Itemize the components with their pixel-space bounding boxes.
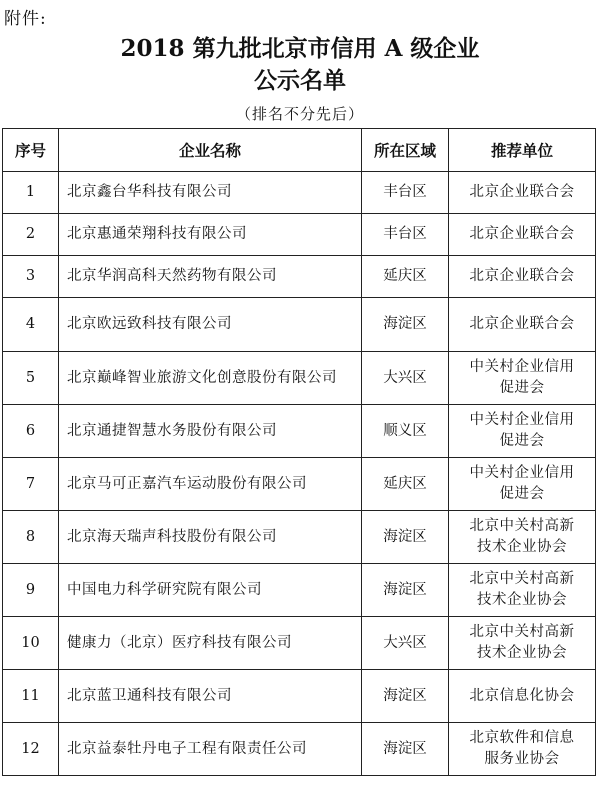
cell-company-name: 北京海天瑞声科技股份有限公司 — [59, 511, 362, 564]
cell-area: 海淀区 — [362, 723, 449, 776]
cell-no: 6 — [3, 405, 59, 458]
recommender-line: 技术企业协会 — [477, 645, 567, 661]
table-header-row — [3, 129, 596, 172]
attachment-label: 附件: — [4, 9, 47, 29]
cell-area: 大兴区 — [362, 617, 449, 670]
cell-no: 5 — [3, 352, 59, 405]
cell-area: 海淀区 — [362, 298, 449, 352]
cell-recommender — [449, 298, 596, 352]
table-row — [3, 458, 596, 511]
cell-company-name: 北京通捷智慧水务股份有限公司 — [59, 405, 362, 458]
recommender-line: 中关村企业信用 — [469, 412, 575, 428]
cell-no: 4 — [3, 298, 59, 352]
cell-no: 9 — [3, 564, 59, 617]
table-row — [3, 511, 596, 564]
cell-recommender — [449, 352, 596, 405]
table-row — [3, 298, 596, 352]
cell-area: 海淀区 — [362, 670, 449, 723]
cell-recommender — [449, 670, 596, 723]
table-row — [3, 256, 596, 298]
table-row — [3, 352, 596, 405]
cell-no: 10 — [3, 617, 59, 670]
cell-company-name: 北京惠通荣翔科技有限公司 — [59, 214, 362, 256]
document-title-line-2: 公示名单 — [254, 67, 346, 94]
cell-company-name: 北京华润高科天然药物有限公司 — [59, 256, 362, 298]
cell-company-name: 中国电力科学研究院有限公司 — [59, 564, 362, 617]
cell-area: 海淀区 — [362, 511, 449, 564]
cell-recommender — [449, 214, 596, 256]
cell-area: 延庆区 — [362, 458, 449, 511]
recommender-line: 北京软件和信息 — [469, 730, 575, 746]
cell-recommender — [449, 256, 596, 298]
cell-company-name: 北京马可正嘉汽车运动股份有限公司 — [59, 458, 362, 511]
recommender-line: 北京中关村高新 — [469, 624, 575, 640]
recommender-line: 北京中关村高新 — [469, 571, 575, 587]
cell-area: 延庆区 — [362, 256, 449, 298]
table-row — [3, 172, 596, 214]
cell-company-name: 北京欧远致科技有限公司 — [59, 298, 362, 352]
cell-company-name: 北京益泰牡丹电子工程有限责任公司 — [59, 723, 362, 776]
table-row — [3, 405, 596, 458]
table-row — [3, 670, 596, 723]
cell-no: 8 — [3, 511, 59, 564]
recommender-line: 促进会 — [499, 433, 545, 449]
cell-recommender — [449, 617, 596, 670]
cell-recommender — [449, 458, 596, 511]
cell-area: 大兴区 — [362, 352, 449, 405]
cell-no: 7 — [3, 458, 59, 511]
recommender-line: 促进会 — [499, 486, 545, 502]
cell-company-name: 北京蓝卫通科技有限公司 — [59, 670, 362, 723]
cell-no: 2 — [3, 214, 59, 256]
recommender-line: 中关村企业信用 — [469, 465, 575, 481]
recommender-line: 北京企业联合会 — [469, 316, 575, 332]
recommender-line: 北京企业联合会 — [469, 226, 575, 242]
cell-no: 1 — [3, 172, 59, 214]
header-recommender: 推荐单位 — [449, 129, 596, 172]
cell-area: 丰台区 — [362, 172, 449, 214]
header-company-name: 企业名称 — [59, 129, 362, 172]
recommender-line: 北京信息化协会 — [469, 687, 575, 704]
recommender-line: 技术企业协会 — [477, 592, 567, 608]
cell-no: 3 — [3, 256, 59, 298]
recommender-line: 技术企业协会 — [477, 539, 567, 555]
table-row — [3, 723, 596, 776]
table-row — [3, 617, 596, 670]
recommender-line: 促进会 — [499, 380, 545, 396]
cell-company-name: 健康力（北京）医疗科技有限公司 — [59, 617, 362, 670]
recommender-line: 北京中关村高新 — [469, 518, 575, 534]
cell-company-name: 北京鑫台华科技有限公司 — [59, 172, 362, 214]
cell-recommender — [449, 723, 596, 776]
table-row — [3, 564, 596, 617]
document-title: 2018 第九批北京市信用 A 级企业 — [120, 35, 480, 62]
cell-recommender — [449, 564, 596, 617]
recommender-line: 北京企业联合会 — [469, 184, 575, 200]
header-no: 序号 — [3, 129, 59, 172]
company-list-table — [2, 128, 596, 776]
cell-area: 顺义区 — [362, 405, 449, 458]
recommender-line: 服务业协会 — [484, 751, 560, 767]
cell-area: 海淀区 — [362, 564, 449, 617]
cell-recommender — [449, 172, 596, 214]
cell-no: 11 — [3, 670, 59, 723]
cell-company-name: 北京巅峰智业旅游文化创意股份有限公司 — [59, 352, 362, 405]
cell-recommender — [449, 405, 596, 458]
table-body — [3, 172, 596, 776]
cell-recommender — [449, 511, 596, 564]
cell-area: 丰台区 — [362, 214, 449, 256]
document-subtitle: （排名不分先后） — [235, 105, 364, 123]
header-area: 所在区域 — [362, 129, 449, 172]
cell-no: 12 — [3, 723, 59, 776]
recommender-line: 北京企业联合会 — [469, 268, 575, 284]
table-row — [3, 214, 596, 256]
recommender-line: 中关村企业信用 — [469, 359, 575, 375]
